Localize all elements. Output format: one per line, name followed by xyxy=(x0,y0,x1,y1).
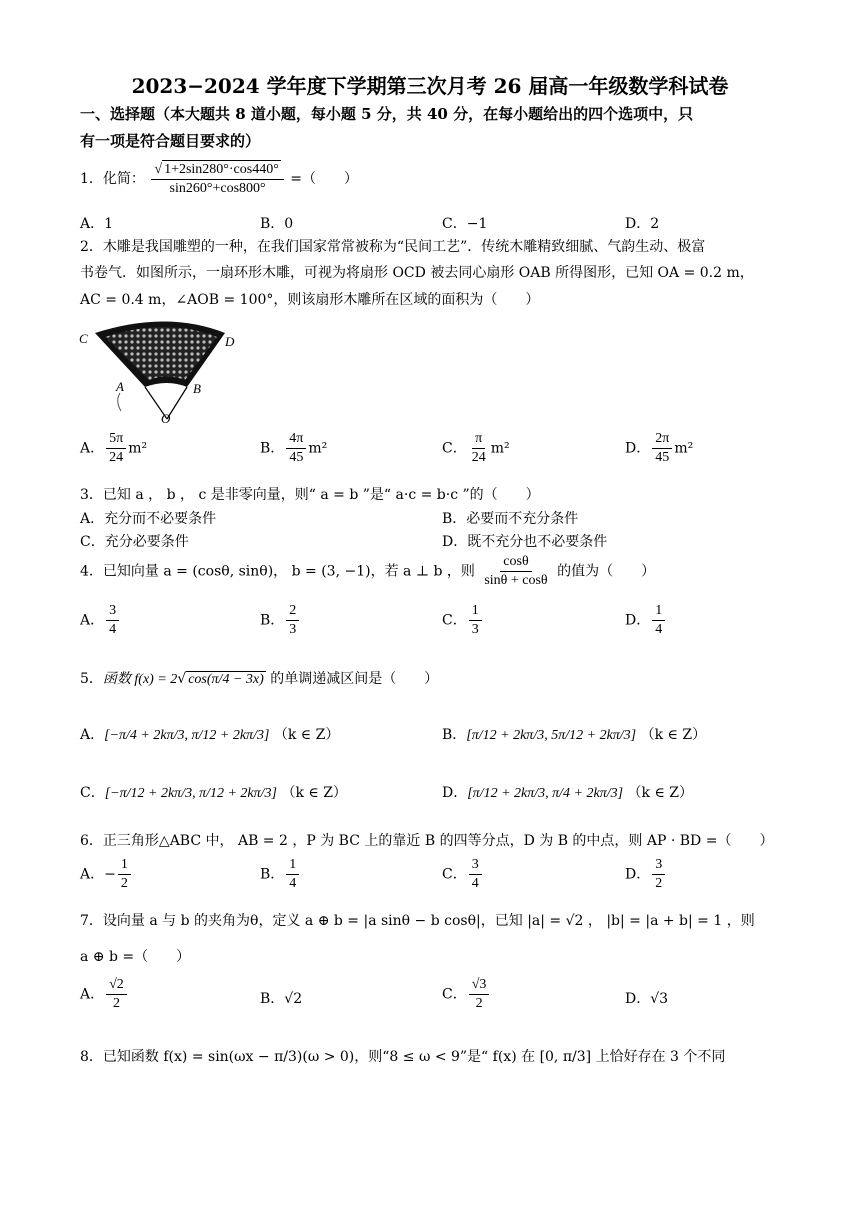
fraction xyxy=(286,856,299,893)
option-label: B． xyxy=(260,612,285,629)
question-2-line3: AC = 0.4 m，∠AOB = 100°，则该扇形木雕所在区域的面积为（ ） xyxy=(80,292,540,308)
condition: （k ∈ Z） xyxy=(273,727,340,743)
question-text: 木雕是我国雕塑的一种，在我们国家常常被称为“民间工艺”．传统木雕精致细腻、气韵生动、极富 xyxy=(102,239,706,255)
fraction-denominator: 2 xyxy=(475,996,483,1011)
fraction xyxy=(286,602,299,639)
option-b[interactable] xyxy=(260,602,301,639)
fraction xyxy=(469,602,482,639)
option-a[interactable]: A．充分而不必要条件 xyxy=(80,511,217,527)
question-suffix: =（ ） xyxy=(290,171,359,187)
option-c[interactable] xyxy=(442,430,510,467)
fraction-denominator: 4 xyxy=(109,622,117,637)
fraction-numerator: √2 xyxy=(106,976,127,995)
fraction-numerator: √3 xyxy=(469,976,490,995)
option-label: A． xyxy=(80,866,105,883)
question-suffix: 的值为（ ） xyxy=(557,563,656,580)
interval: [π/12 + 2kπ/3, π/4 + 2kπ/3] xyxy=(467,786,624,801)
carved-fan-figure xyxy=(75,315,245,425)
question-number: 5． xyxy=(80,671,103,687)
option-label: A． xyxy=(80,727,105,743)
question-1 xyxy=(80,160,358,198)
option-d[interactable]: D．既不充分也不必要条件 xyxy=(442,534,608,550)
question-2-line2: 书卷气．如图所示，一扇环形木雕，可视为将扇形 OCD 被去同心扇形 OAB 所得图形，已知 OA = 0.2 m， xyxy=(80,265,754,281)
fraction-numerator: √ 1+2sin280°·cos440° xyxy=(151,160,283,180)
label-b: B xyxy=(193,381,201,396)
fraction-numerator: 3 xyxy=(469,856,482,875)
option-b[interactable] xyxy=(260,856,301,893)
fraction-numerator: 1 xyxy=(286,856,299,875)
option-value: √2 xyxy=(284,991,303,1007)
fraction-denominator: 3 xyxy=(289,622,297,637)
interval: [−π/12 + 2kπ/3, π/12 + 2kπ/3] xyxy=(104,786,277,801)
question-2-line1 xyxy=(80,236,705,256)
option-c[interactable]: C．充分必要条件 xyxy=(80,534,189,550)
option-d[interactable] xyxy=(442,782,693,802)
option-c[interactable] xyxy=(442,976,491,1013)
option-label: D． xyxy=(625,440,651,457)
option-a[interactable] xyxy=(80,856,133,893)
option-label: B． xyxy=(442,727,467,743)
fraction-denominator: 24 xyxy=(471,450,486,465)
sign: − xyxy=(104,866,116,883)
interval: [−π/4 + 2kπ/3, π/12 + 2kπ/3] xyxy=(104,728,270,743)
fraction-denominator: 4 xyxy=(655,622,663,637)
option-c[interactable] xyxy=(442,602,484,639)
fraction-denominator: 24 xyxy=(109,450,124,465)
option-c[interactable] xyxy=(80,782,347,802)
option-d[interactable] xyxy=(625,988,668,1008)
fraction-denominator: 45 xyxy=(289,450,304,465)
fraction xyxy=(106,602,119,639)
fraction-numerator: 4π xyxy=(286,430,306,449)
unit: m² xyxy=(128,440,148,457)
question-text: 已知向量 a = (cosθ, sinθ)， b = (3, −1)，若 a ⊥ b ，则 xyxy=(102,563,475,580)
question-suffix: 的单调递减区间是（ ） xyxy=(270,671,439,687)
fraction xyxy=(106,976,127,1013)
question-text: 已知 a ， b ， c 是非零向量，则“ a = b ”是“ a·c = b·c ”的（ ） xyxy=(102,487,540,503)
option-label: C． xyxy=(442,986,467,1003)
option-label: D． xyxy=(625,991,651,1007)
condition: （k ∈ Z） xyxy=(627,785,694,801)
fraction-denominator: 2 xyxy=(655,876,663,891)
question-text: 设向量 a 与 b 的夹角为θ，定义 a ⊕ b = |a sinθ − b cosθ|，已知 |a| = √2 ， |b| = |a + b| = 1 ，则 xyxy=(102,913,755,929)
question-text: 正三角形△ABC 中， AB = 2 ，P 为 BC 上的靠近 B 的四等分点，D 为 B 的中点，则 AP · BD =（ ） xyxy=(102,833,774,849)
question-6 xyxy=(80,830,773,850)
option-label: C． xyxy=(442,866,467,883)
unit: m² xyxy=(490,440,510,457)
option-b[interactable] xyxy=(442,724,706,744)
option-b[interactable]: B．0 xyxy=(260,216,294,232)
option-label: A． xyxy=(80,986,105,1003)
arrow-mark xyxy=(118,393,121,411)
condition: （k ∈ Z） xyxy=(640,727,707,743)
fraction xyxy=(481,553,550,590)
question-3 xyxy=(80,484,540,504)
question-5: 5．函数 f(x) = 2√ cos(π/4 − 3x) 的单调递减区间是（ ） xyxy=(80,671,439,687)
fraction xyxy=(151,160,283,198)
option-label: D． xyxy=(625,866,651,883)
fraction-numerator: 3 xyxy=(652,856,665,875)
option-d[interactable]: D．2 xyxy=(625,216,660,232)
fraction-numerator: 3 xyxy=(106,602,119,621)
fraction-denominator: sinθ + cosθ xyxy=(484,573,548,588)
option-label: C． xyxy=(442,612,467,629)
question-7-line2: a ⊕ b =（ ） xyxy=(80,949,191,965)
fraction xyxy=(286,430,306,467)
option-a[interactable] xyxy=(80,976,129,1013)
label-a: A xyxy=(116,379,124,394)
question-number: 8． xyxy=(80,1049,103,1065)
fraction-numerator: 2π xyxy=(652,430,672,449)
question-number: 1． xyxy=(80,171,103,187)
question-4 xyxy=(80,553,655,590)
label-c: C xyxy=(79,331,88,346)
fraction-numerator: 2 xyxy=(286,602,299,621)
option-d[interactable] xyxy=(625,430,693,467)
fraction xyxy=(652,856,665,893)
fraction xyxy=(469,856,482,893)
fraction xyxy=(106,430,126,467)
option-value: √3 xyxy=(650,991,669,1007)
question-8 xyxy=(80,1046,725,1066)
interval: [π/12 + 2kπ/3, 5π/12 + 2kπ/3] xyxy=(466,728,637,743)
sqrt-body: 1+2sin280°·cos440° xyxy=(164,162,279,177)
question-text: 已知函数 f(x) = sin(ωx − π/3)(ω > 0)，则“8 ≤ ω < 9”是“ f(x) 在 [0, π/3] 上恰好存在 3 个不同 xyxy=(102,1049,726,1065)
option-label: D． xyxy=(442,785,468,801)
unit: m² xyxy=(308,440,328,457)
fraction-denominator: 3 xyxy=(471,622,479,637)
option-a[interactable] xyxy=(80,602,121,639)
page-title: 2023−2024 学年度下学期第三次月考 26 届高一年级数学科试卷 xyxy=(131,74,729,98)
option-label: C． xyxy=(442,440,467,457)
option-label: A． xyxy=(80,612,105,629)
option-label: A． xyxy=(80,440,105,457)
fraction-numerator: 1 xyxy=(469,602,482,621)
option-a[interactable] xyxy=(80,430,147,467)
question-number: 6． xyxy=(80,833,103,849)
option-label: B． xyxy=(260,991,285,1007)
option-d[interactable] xyxy=(625,602,667,639)
fraction-denominator: 2 xyxy=(120,876,128,891)
option-b[interactable] xyxy=(260,988,302,1008)
sqrt-body: cos(π/4 − 3x) xyxy=(188,672,264,687)
option-c[interactable] xyxy=(442,856,484,893)
fraction-denominator: 2 xyxy=(112,996,120,1011)
fraction-denominator: sin260°+cos800° xyxy=(169,181,266,196)
fraction xyxy=(652,430,672,467)
question-number: 7． xyxy=(80,913,103,929)
fraction-denominator: 4 xyxy=(471,876,479,891)
question-number: 3． xyxy=(80,487,103,503)
fraction-numerator: 1 xyxy=(652,602,665,621)
option-b[interactable]: B．必要而不充分条件 xyxy=(442,511,579,527)
question-number: 4． xyxy=(80,563,103,580)
function-expression: 函数 f(x) = 2 xyxy=(102,672,178,687)
option-a[interactable]: A．1 xyxy=(80,216,114,232)
option-label: D． xyxy=(625,612,651,629)
fraction-numerator: 1 xyxy=(118,856,131,875)
fraction-numerator: cosθ xyxy=(500,553,531,572)
section-heading-line1: 一、选择题（本大题共 8 道小题，每小题 5 分，共 40 分，在每小题给出的四个选项中，只 xyxy=(80,105,694,123)
option-c[interactable]: C．−1 xyxy=(442,216,488,232)
option-label: B． xyxy=(260,866,285,883)
fraction xyxy=(469,976,490,1013)
fraction xyxy=(469,430,489,467)
unit: m² xyxy=(674,440,694,457)
fraction-numerator: π xyxy=(472,430,485,449)
option-b[interactable] xyxy=(260,430,327,467)
section-heading-line2: 有一项是符合题目要求的） xyxy=(80,132,261,150)
option-d[interactable] xyxy=(625,856,667,893)
question-prefix: 化简： xyxy=(102,171,145,187)
option-a[interactable] xyxy=(80,724,339,744)
option-label: B． xyxy=(260,440,285,457)
condition: （k ∈ Z） xyxy=(281,785,347,801)
fraction-numerator: 5π xyxy=(106,430,126,449)
option-label: C． xyxy=(80,785,105,801)
label-o: O xyxy=(161,411,171,425)
fraction-denominator: 4 xyxy=(289,876,297,891)
fraction xyxy=(652,602,665,639)
question-7-line1 xyxy=(80,910,755,930)
fraction xyxy=(118,856,131,893)
question-number: 2． xyxy=(80,239,103,255)
fraction-denominator: 45 xyxy=(655,450,670,465)
label-d: D xyxy=(225,334,235,349)
